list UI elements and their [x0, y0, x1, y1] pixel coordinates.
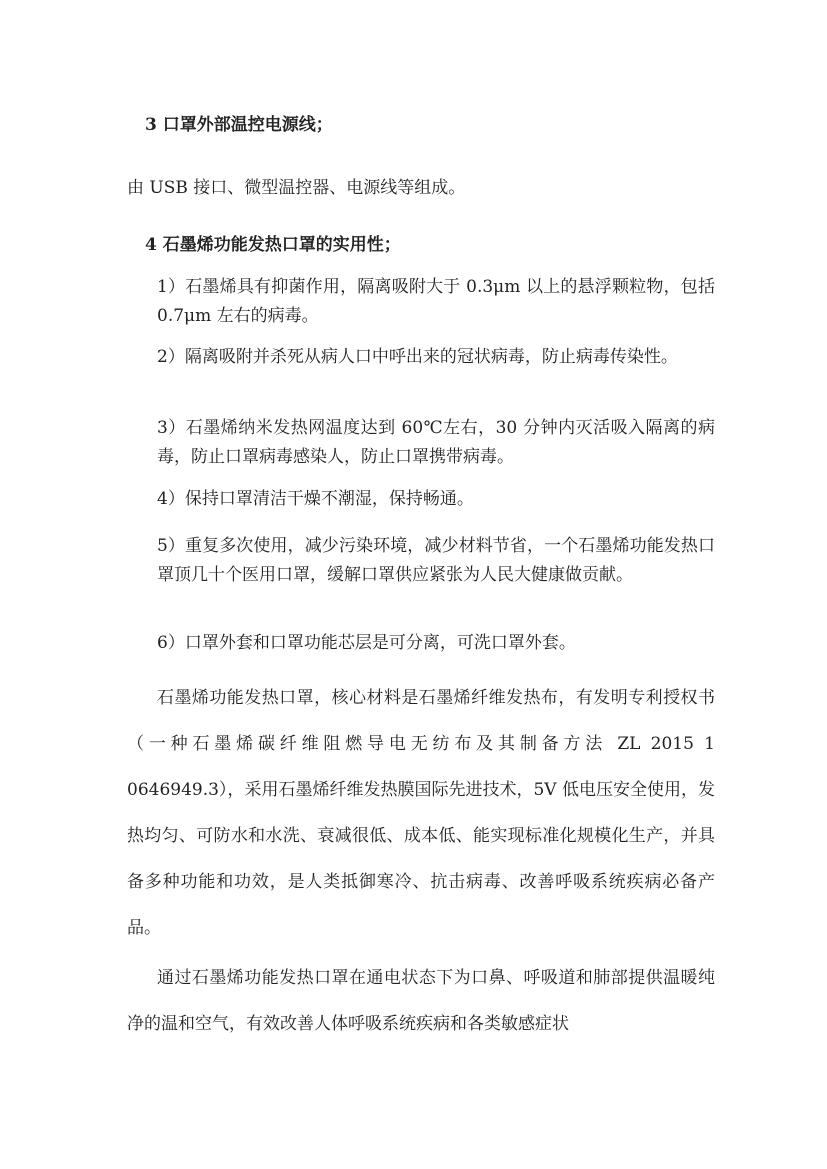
list-item-5: 5）重复多次使用，减少污染环境，减少材料节省，一个石墨烯功能发热口罩顶几十个医用口罩，缓解口罩供应紧张为人民大健康做贡献。 [157, 536, 715, 585]
body-paragraph-2: 通过石墨烯功能发热口罩在通电状态下为口鼻、呼吸道和肺部提供温暖纯净的温和空气，有效改善人体呼吸系统疾病和各类敏感症状 [127, 968, 715, 1034]
section-3-heading: 3 口罩外部温控电源线； [145, 115, 333, 135]
list-item-4: 4）保持口罩清洁干燥不潮湿，保持畅通。 [157, 489, 474, 509]
section-3-body: 由 USB 接口、微型温控器、电源线等组成。 [127, 178, 466, 198]
list-item-1: 1）石墨烯具有抑菌作用，隔离吸附大于 0.3μm 以上的悬浮颗粒物，包括 0.7μm 左右的病毒。 [157, 277, 715, 326]
section-4-heading: 4 石墨烯功能发热口罩的实用性； [145, 235, 401, 255]
body-paragraph-1: 石墨烯功能发热口罩，核心材料是石墨烯纤维发热布，有发明专利授权书（一种石墨烯碳纤维阻燃导电无纺布及其制备方法 ZL 2015 1 0646949.3），采用石墨烯纤维发热膜国际先进技术，5V 低电压安全使用，发热均匀、可防水和水洗、衰减很低、成本低、能实现标准化规模化生产，并具备多种功能和功效，是人类抵御寒冷、抗击病毒、改善呼吸系统疾病必备产品。 [127, 688, 715, 938]
list-item-3: 3）石墨烯纳米发热网温度达到 60℃左右，30 分钟内灭活吸入隔离的病毒，防止口罩病毒感染人，防止口罩携带病毒。 [157, 418, 715, 467]
list-item-2: 2）隔离吸附并杀死从病人口中呼出来的冠状病毒，防止病毒传染性。 [157, 347, 678, 367]
list-item-6: 6）口罩外套和口罩功能芯层是可分离，可洗口罩外套。 [157, 633, 576, 653]
